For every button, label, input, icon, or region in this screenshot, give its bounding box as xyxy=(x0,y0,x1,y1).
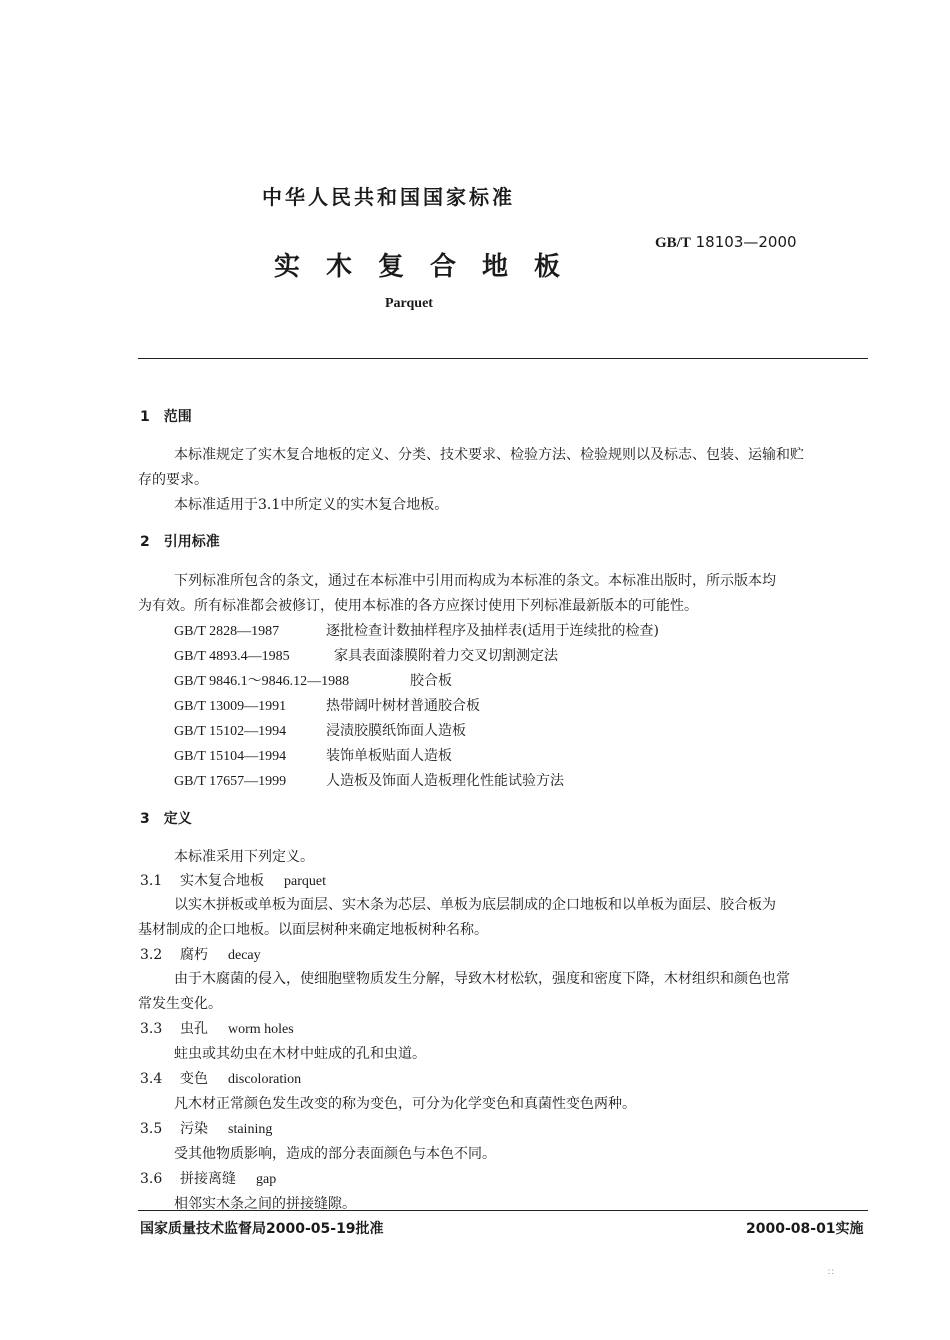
term-name: 拼接离缝 xyxy=(180,1171,236,1187)
term-english: discoloration xyxy=(228,1072,302,1087)
standard-code-number: 18103—2000 xyxy=(695,233,797,251)
reference-code: GB/T 15102—1994 xyxy=(174,724,287,739)
section-1-heading: 1 范围 xyxy=(140,409,192,425)
term-number: 3.5 xyxy=(140,1121,163,1137)
definition-term xyxy=(140,1018,294,1038)
reference-code: GB/T 4893.4—1985 xyxy=(174,649,290,664)
term-name: 腐朽 xyxy=(180,947,208,963)
section-1-para2: 本标准适用于3.1中所定义的实木复合地板。 xyxy=(174,497,449,513)
definition-text: 以实木拼板或单板为面层、实木条为芯层、单板为底层制成的企口地板和以单板为面层、胶合板为 xyxy=(174,897,776,913)
reference-title: 装饰单板贴面人造板 xyxy=(326,748,452,764)
reference-item xyxy=(174,745,452,765)
reference-item xyxy=(174,670,452,690)
reference-item xyxy=(174,720,466,740)
section-2-heading: 2 引用标准 xyxy=(140,534,220,550)
reference-title: 家具表面漆膜附着力交叉切割测定法 xyxy=(334,648,558,664)
reference-code: GB/T 13009—1991 xyxy=(174,699,287,714)
reference-title: 胶合板 xyxy=(410,673,452,689)
term-name: 变色 xyxy=(180,1071,208,1087)
header-divider xyxy=(138,358,868,359)
reference-title: 热带阔叶树材普通胶合板 xyxy=(326,698,480,714)
definition-text: 受其他物质影响，造成的部分表面颜色与本色不同。 xyxy=(174,1146,496,1162)
term-english: staining xyxy=(228,1122,273,1137)
term-number: 3.6 xyxy=(140,1171,163,1187)
definition-term xyxy=(140,1068,301,1088)
standard-code xyxy=(655,233,797,252)
term-english: decay xyxy=(228,948,261,963)
term-english: worm holes xyxy=(228,1022,294,1037)
section-1-para1-line1: 本标准规定了实木复合地板的定义、分类、技术要求、检验方法、检验规则以及标志、包装、运输和贮 xyxy=(174,447,804,463)
definition-term xyxy=(140,944,261,964)
footer-divider xyxy=(138,1210,868,1211)
reference-item xyxy=(174,620,659,640)
definition-text: 凡木材正常颜色发生改变的称为变色，可分为化学变色和真菌性变色两种。 xyxy=(174,1096,636,1112)
approval-date: 国家质量技术监督局2000-05-19批准 xyxy=(140,1221,384,1237)
term-name: 污染 xyxy=(180,1121,208,1137)
definition-term xyxy=(140,1168,276,1188)
reference-code: GB/T 17657—1999 xyxy=(174,774,287,789)
section-1-para1-line2: 存的要求。 xyxy=(138,472,208,488)
section-3-heading: 3 定义 xyxy=(140,811,192,827)
scan-mark: ∷ xyxy=(828,1268,834,1278)
reference-item xyxy=(174,770,564,790)
definition-text: 相邻实木条之间的拼接缝隙。 xyxy=(174,1196,356,1212)
term-english: gap xyxy=(256,1172,277,1187)
reference-code: GB/T 2828—1987 xyxy=(174,624,280,639)
section-3-intro: 本标准采用下列定义。 xyxy=(174,849,314,865)
term-number: 3.4 xyxy=(140,1071,163,1087)
term-name: 虫孔 xyxy=(180,1021,208,1037)
definition-term xyxy=(140,870,326,890)
reference-code: GB/T 15104—1994 xyxy=(174,749,287,764)
section-2-para-line2: 为有效。所有标准都会被修订，使用本标准的各方应探讨使用下列标准最新版本的可能性。 xyxy=(138,598,698,614)
reference-title: 人造板及饰面人造板理化性能试验方法 xyxy=(326,773,564,789)
document-title-en: Parquet xyxy=(385,296,433,311)
national-standard-label: 中华人民共和国国家标准 xyxy=(262,185,515,209)
reference-item xyxy=(174,695,480,715)
reference-title: 浸渍胶膜纸饰面人造板 xyxy=(326,723,466,739)
term-number: 3.2 xyxy=(140,947,163,963)
effective-date: 2000-08-01实施 xyxy=(746,1221,864,1237)
term-english: parquet xyxy=(284,874,326,889)
document-title: 实木复合地板 xyxy=(274,252,587,282)
reference-item xyxy=(174,645,558,665)
term-number: 3.3 xyxy=(140,1021,163,1037)
standard-code-prefix: GB/T xyxy=(655,235,691,251)
term-number: 3.1 xyxy=(140,873,163,889)
section-2-para-line1: 下列标准所包含的条文，通过在本标准中引用而构成为本标准的条文。本标准出版时，所示版本均 xyxy=(174,573,776,589)
term-name: 实木复合地板 xyxy=(180,873,264,889)
definition-text: 基材制成的企口地板。以面层树种来确定地板树种名称。 xyxy=(138,922,488,938)
reference-code: GB/T 9846.1～9846.12—1988 xyxy=(174,674,350,689)
definition-text: 由于木腐菌的侵入，使细胞壁物质发生分解，导致木材松软，强度和密度下降，木材组织和颜色也常 xyxy=(174,971,790,987)
definition-text: 蛀虫或其幼虫在木材中蛀成的孔和虫道。 xyxy=(174,1046,426,1062)
definition-term xyxy=(140,1118,272,1138)
definition-text: 常发生变化。 xyxy=(138,996,222,1012)
reference-title: 逐批检查计数抽样程序及抽样表(适用于连续批的检查) xyxy=(326,623,659,639)
